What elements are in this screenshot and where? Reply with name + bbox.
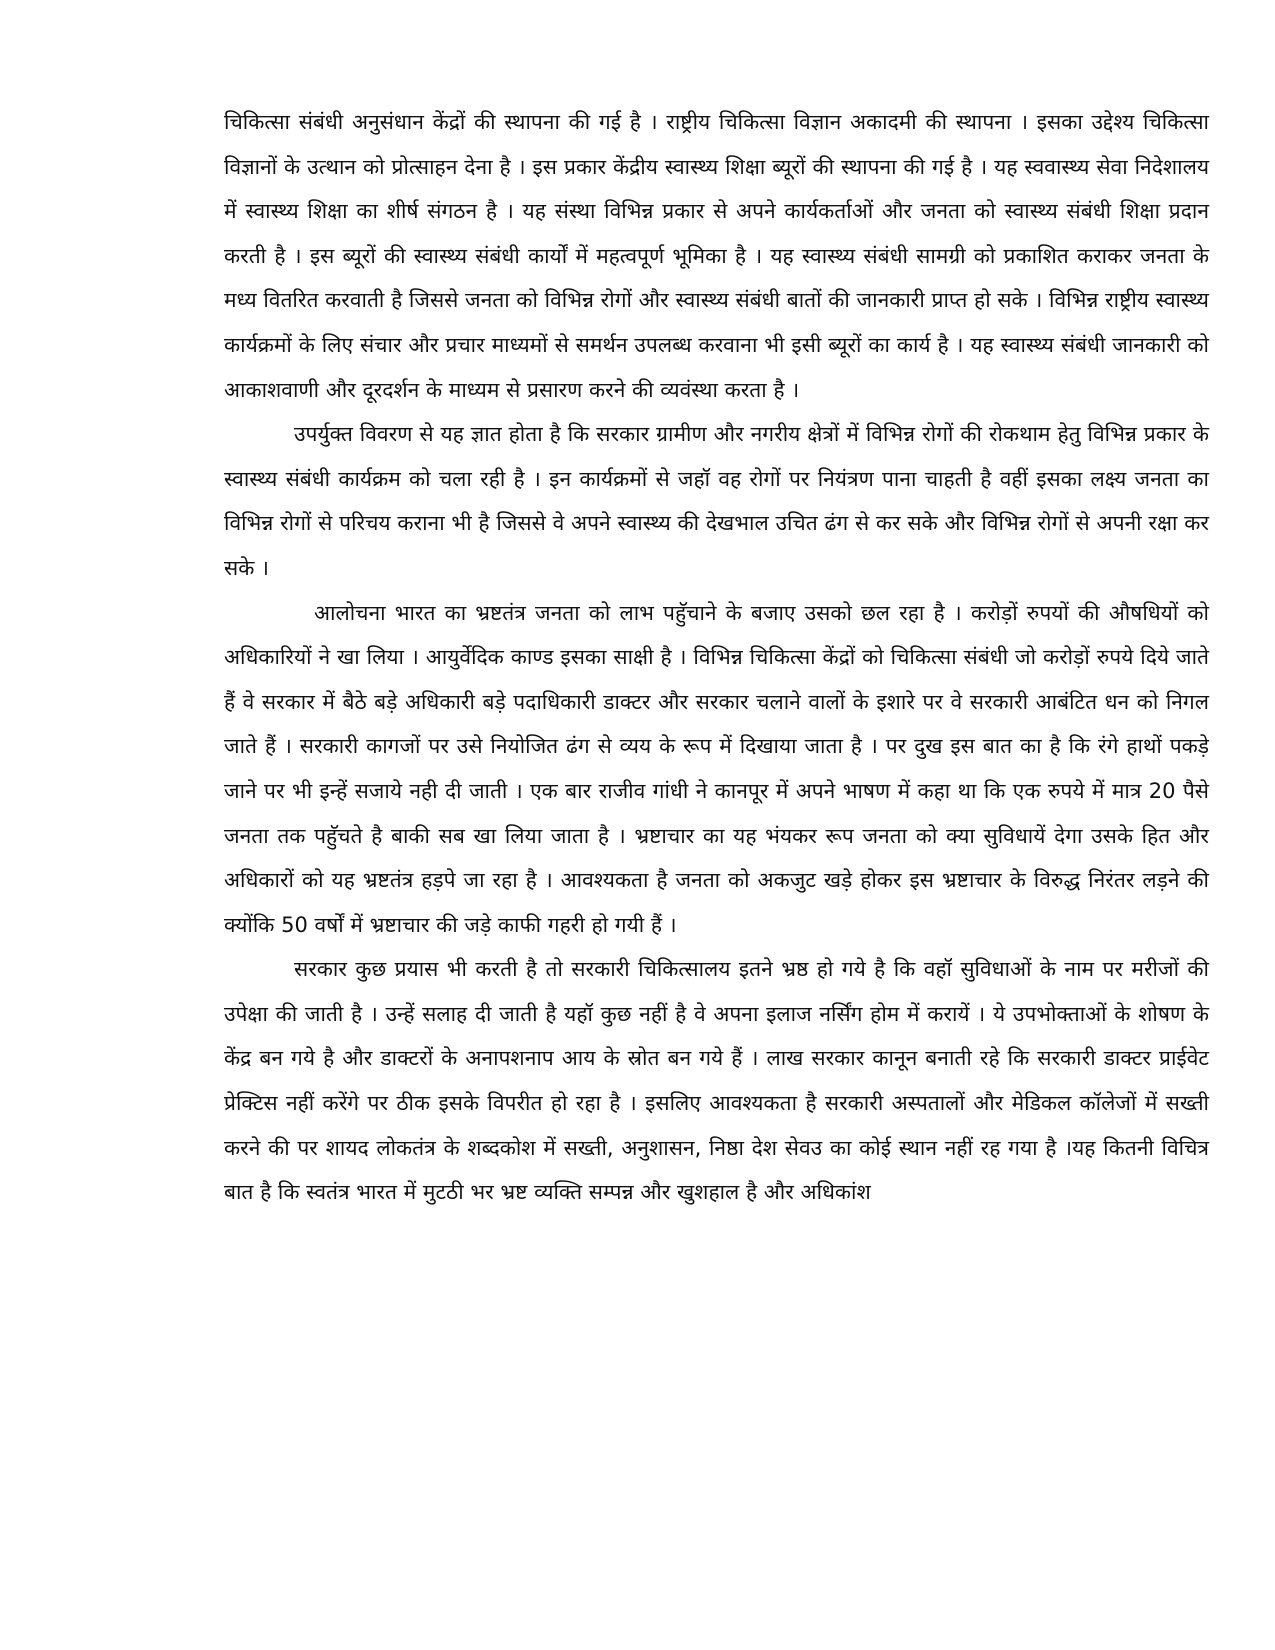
paragraph-government-programmes: उपर्युक्त विवरण से यह ज्ञात होता है कि सरकार ग्रामीण और नगरीय क्षेत्रों में विभिन्न रोगों की रोकथाम हेतु विभिन्न प्रकार के स्वास्थ्य संबंधी कार्यक्रम को चला रही है । इन कार्यक्रमों से जहॉ वह रोगों पर नियंत्रण पाना चाहती है वहीं इसका लक्ष्य जनता का विभिन्न रोगों से परिचय कराना भी है जिससे वे अपने स्वास्थ्य की देखभाल उचित ढंग से कर सके और विभिन्न रोगों से अपनी रक्षा कर सके ।: [224, 422, 1209, 580]
body-text: [224, 100, 1209, 1215]
paragraph-criticism-corruption: आलोचना भारत का भ्रष्टतंत्र जनता को लाभ पहुॅचाने के बजाए उसको छल रहा है । करोड़ों रुपयों की औषधियों को अधिकारियों ने खा लिया । आयुर्वेदिक काण्ड इसका साक्षी है । विभिन्न चिकित्सा केंद्रों को चिकित्सा संबंधी जो करोड़ों रुपये दिये जाते हैं वे सरकार में बैठे बड़े अधिकारी बड़े पदाधिकारी डाक्टर और सरकार चलाने वालों के इशारे पर वे सरकारी आबंटित धन को निगल जाते हैं । सरकारी कागजों पर उसे नियोजित ढंग से व्यय के रूप में दिखाया जाता है । पर दुख इस बात का है कि रंगे हाथों पकड़े जाने पर भी इन्हें सजाये नही दी जाती । एक बार राजीव गांधी ने कानपूर में अपने भाषण में कहा था कि एक रुपये में मात्र 20 पैसे जनता तक पहुॅचते है बाकी सब खा लिया जाता है । भ्रष्टाचार का यह भंयकर रूप जनता को क्या सुविधायें देगा उसके हित और अधिकारों को यह भ्रष्टतंत्र हड़पे जा रहा है । आवश्यकता है जनता को अकजुट खड़े होकर इस भ्रष्टाचार के विरुद्ध निरंतर लड़ने की क्योंकि 50 वर्षों में भ्रष्टाचार की जड़े काफी गहरी हो गयी हैं ।: [224, 600, 1209, 937]
paragraph-government-hospitals: सरकार कुछ प्रयास भी करती है तो सरकारी चिकित्सालय इतने भ्रष्ठ हो गये है कि वहॉ सुविधाओं के नाम पर मरीजों की उपेक्षा की जाती है । उन्हें सलाह दी जाती है यहॉ कुछ नहीं है वे अपना इलाज नर्सिंग होम में करायें । ये उपभोक्ताओं के शोषण के केंद्र बन गये है और डाक्टरों के अनापशनाप आय के स्रोत बन गये हैं । लाख सरकार कानून बनाती रहे कि सरकारी डाक्टर प्राईवेट प्रेक्टिस नहीं करेंगे पर ठीक इसके विपरीत हो रहा है । इसलिए आवश्यकता है सरकारी अस्पतालों और मेडिकल कॉलेजों में सख्ती करने की पर शायद लोकतंत्र के शब्दकोश में सख्ती, अनुशासन, निष्ठा देश सेवउ का कोई स्थान नहीं रह गया है ।यह कितनी विचित्र बात है कि स्वतंत्र भारत में मुटठी भर भ्रष्ट व्यक्ति सम्पन्न और खुशहाल है और अधिकांश: [224, 957, 1209, 1205]
paragraph-research-centres: चिकित्सा संबंधी अनुसंधान केंद्रों की स्थापना की गई है । राष्ट्रीय चिकित्सा विज्ञान अकादमी की स्थापना । इसका उद्देश्य चिकित्सा विज्ञानों के उत्थान को प्रोत्साहन देना है । इस प्रकार केंद्रीय स्वास्थ्य शिक्षा ब्यूरों की स्थापना की गई है । यह स्ववास्थ्य सेवा निदेशालय में स्वास्थ्य शिक्षा का शीर्ष संगठन है । यह संस्था विभिन्न प्रकार से अपने कार्यकर्ताओं और जनता को स्वास्थ्य संबंधी शिक्षा प्रदान करती है । इस ब्यूरों की स्वास्थ्य संबंधी कार्यों में महत्वपूर्ण भूमिका है । यह स्वास्थ्य संबंधी सामग्री को प्रकाशित कराकर जनता के मध्य वितरित करवाती है जिससे जनता को विभिन्न रोगों और स्वास्थ्य संबंधी बातों की जानकारी प्राप्त हो सके । विभिन्न राष्ट्रीय स्वास्थ्य कार्यक्रमों के लिए संचार और प्रचार माध्यमों से समर्थन उपलब्ध करवाना भी इसी ब्यूरों का कार्य है । यह स्वास्थ्य संबंधी जानकारी को आकाशवाणी और दूरदर्शन के माध्यम से प्रसारण करने की व्यवंस्था करता है ।: [224, 110, 1209, 402]
